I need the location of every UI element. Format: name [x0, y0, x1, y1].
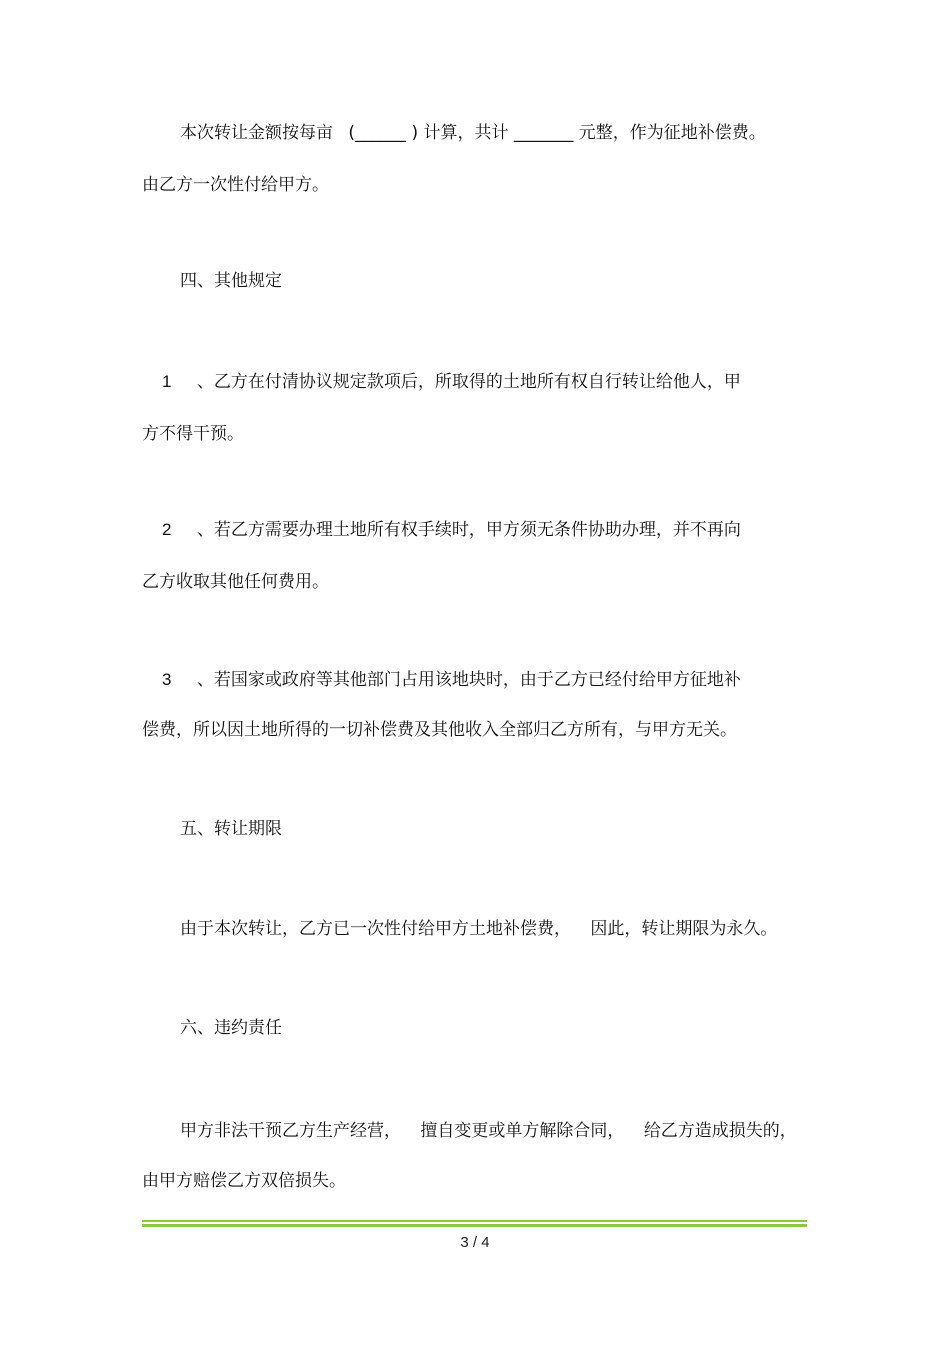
item-1-text: 、乙方在付清协议规定款项后，所取得的土地所有权自行转让给他人，甲 — [196, 372, 741, 392]
section-5-text — [180, 918, 777, 940]
footer-rule-top — [142, 1220, 807, 1222]
section-6-text-c: 给乙方造成损失的， — [643, 1121, 797, 1141]
section-5-text-a: 由于本次转让，乙方已一次性付给甲方土地补偿费， — [180, 919, 571, 939]
item-2-text: 、若乙方需要办理土地所有权手续时，甲方须无条件协助办理，并不再向 — [196, 520, 741, 540]
transfer-payment-line: 由乙方一次性付给甲方。 — [142, 175, 329, 195]
item-1-number: 1 — [162, 372, 172, 391]
item-1-continuation: 方不得干预。 — [142, 424, 244, 444]
section-5-text-b: 因此，转让期限为永久。 — [590, 919, 778, 939]
item-2-line — [162, 519, 741, 541]
page-indicator: 3 / 4 — [460, 1234, 490, 1251]
section-5-heading: 五、转让期限 — [180, 819, 282, 839]
item-2-continuation: 乙方收取其他任何费用。 — [142, 572, 329, 592]
section-6-text-b: 擅自变更或单方解除合同， — [420, 1121, 625, 1141]
item-3-text: 、若国家或政府等其他部门占用该地块时，由于乙方已经付给甲方征地补 — [196, 670, 741, 690]
section-6-heading: 六、违约责任 — [180, 1018, 282, 1038]
transfer-amount-text-a: 本次转让金额按每亩 — [180, 123, 333, 143]
section-6-text — [180, 1120, 797, 1142]
item-1-line — [162, 371, 741, 393]
item-3-number: 3 — [162, 670, 172, 689]
section-6-text-a: 甲方非法干预乙方生产经营， — [180, 1121, 401, 1141]
transfer-amount-line — [180, 122, 766, 144]
section-6-continuation: 由甲方赔偿乙方双倍损失。 — [142, 1171, 346, 1191]
item-3-line — [162, 669, 741, 691]
section-4-heading: 四、其他规定 — [180, 271, 282, 291]
item-3-continuation: 偿费，所以因土地所得的一切补偿费及其他收入全部归乙方所有，与甲方无关。 — [142, 720, 737, 740]
item-2-number: 2 — [162, 520, 172, 539]
transfer-amount-text-b: (______ ) 计算，共计 _______ 元整，作为征地补偿费。 — [348, 123, 766, 143]
footer-rule-bottom — [142, 1224, 807, 1227]
